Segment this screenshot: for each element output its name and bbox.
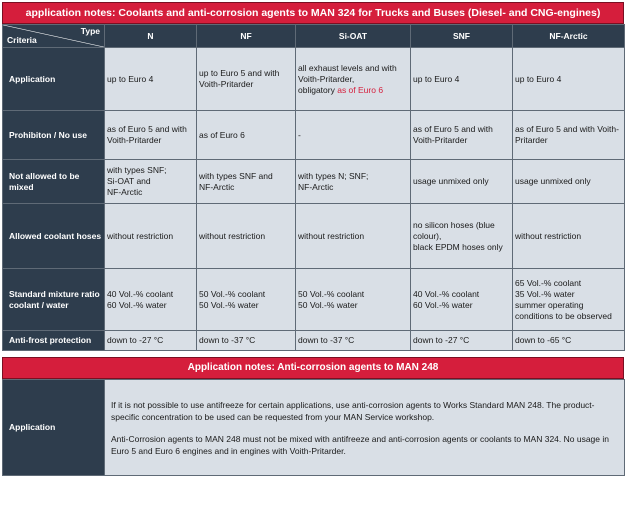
cell-mixture-sioat bbox=[296, 269, 411, 331]
coolant-notes-document bbox=[2, 2, 624, 476]
row-application bbox=[3, 48, 625, 111]
cell-antifrost-n: down to -27 °C bbox=[105, 331, 197, 351]
cell-hoses-snf bbox=[411, 204, 513, 269]
sioat-application-text: all exhaust levels and with Voith-Pritarder, bbox=[298, 62, 397, 84]
cell-mixture-nf bbox=[197, 269, 296, 331]
man248-paragraph-2: Anti-Corrosion agents to MAN 248 must not be mixed with antifreeze and anti-corrosion agents or coolants to MAN 324. No usage in Euro 5 and Euro 6 engines and in engines with Voith-Pritarder. bbox=[111, 433, 609, 456]
cell-antifrost-nfarctic: down to -65 °C bbox=[513, 331, 625, 351]
notallowed-nf-line1: with types SNF and bbox=[199, 170, 273, 181]
cell-application-sioat bbox=[296, 48, 411, 111]
notallowed-n-line1: with types SNF; bbox=[107, 165, 167, 175]
cell-mixture-snf bbox=[411, 269, 513, 331]
row-label-mixture: Standard mixture ratio coolant / water bbox=[3, 269, 105, 331]
mixture-nf-line1: 50 Vol.-% coolant bbox=[199, 288, 266, 299]
row-antifrost bbox=[3, 331, 625, 351]
cell-prohibition-snf: as of Euro 5 and with Voith-Pritarder bbox=[411, 111, 513, 160]
cell-hoses-nf: without restriction bbox=[197, 204, 296, 269]
hoses-snf-line2: black EPDM hoses only bbox=[413, 241, 503, 252]
row-label-antifrost: Anti-frost protection bbox=[3, 331, 105, 351]
column-header-nf: NF bbox=[197, 25, 296, 48]
notallowed-nf-line2: NF-Arctic bbox=[199, 181, 235, 192]
type-criteria-header bbox=[3, 25, 105, 48]
mixture-nfarctic-line1: 65 Vol.-% coolant bbox=[515, 277, 582, 288]
row-label-prohibition: Prohibiton / No use bbox=[3, 111, 105, 160]
notallowed-sioat-line2: NF-Arctic bbox=[298, 181, 334, 192]
mixture-snf-line1: 40 Vol.-% coolant bbox=[413, 288, 480, 299]
mixture-n-line1: 40 Vol.-% coolant bbox=[107, 288, 174, 299]
mixture-snf-line2: 60 Vol.-% water bbox=[413, 299, 473, 310]
cell-hoses-sioat: without restriction bbox=[296, 204, 411, 269]
mixture-nfarctic-line2: 35 Vol.-% water bbox=[515, 288, 575, 299]
column-header-n: N bbox=[105, 25, 197, 48]
document-title: application notes: Coolants and anti-corrosion agents to MAN 324 for Trucks and Buses (Diesel- and CNG-engines) bbox=[2, 2, 624, 24]
cell-mixture-nfarctic bbox=[513, 269, 625, 331]
type-label: Type bbox=[80, 26, 100, 36]
cell-antifrost-nf: down to -37 °C bbox=[197, 331, 296, 351]
row-label-hoses: Allowed coolant hoses bbox=[3, 204, 105, 269]
cell-prohibition-sioat: - bbox=[296, 111, 411, 160]
cell-prohibition-nf: as of Euro 6 bbox=[197, 111, 296, 160]
notallowed-n-line3: NF-Arctic bbox=[107, 187, 143, 197]
man248-paragraph-1: If it is not possible to use antifreeze for certain applications, use anti-corrosion agents to Works Standard MAN 248. The product-specific concentration to be used can be requested from your MAN Service workshop. bbox=[111, 399, 595, 422]
header-row bbox=[3, 25, 625, 48]
notallowed-sioat-line1: with types N; SNF; bbox=[298, 170, 369, 181]
cell-notallowed-nfarctic: usage unmixed only bbox=[513, 160, 625, 204]
cell-notallowed-snf: usage unmixed only bbox=[411, 160, 513, 204]
row-hoses bbox=[3, 204, 625, 269]
cell-application-nf: up to Euro 5 and with Voith-Pritarder bbox=[197, 48, 296, 111]
column-header-sioat: Si-OAT bbox=[296, 25, 411, 48]
man248-notes bbox=[105, 380, 625, 476]
mixture-nf-line2: 50 Vol.-% water bbox=[199, 299, 259, 310]
row-not-allowed bbox=[3, 160, 625, 204]
notallowed-n-line2: Si-OAT and bbox=[107, 176, 151, 186]
cell-prohibition-n: as of Euro 5 and with Voith-Pritarder bbox=[105, 111, 197, 160]
column-header-nfarctic: NF-Arctic bbox=[513, 25, 625, 48]
cell-application-snf: up to Euro 4 bbox=[411, 48, 513, 111]
row-label-application: Application bbox=[3, 48, 105, 111]
mixture-nfarctic-line3: summer operating conditions to be observed bbox=[515, 299, 612, 321]
sioat-obligatory-text: obligatory bbox=[298, 84, 338, 95]
cell-application-nfarctic: up to Euro 4 bbox=[513, 48, 625, 111]
cell-hoses-n: without restriction bbox=[105, 204, 197, 269]
cell-antifrost-snf: down to -27 °C bbox=[411, 331, 513, 351]
cell-notallowed-n bbox=[105, 160, 197, 204]
criteria-label: Criteria bbox=[7, 35, 37, 45]
man248-title: Application notes: Anti-corrosion agents to MAN 248 bbox=[2, 357, 624, 379]
row-prohibition bbox=[3, 111, 625, 160]
cell-hoses-nfarctic: without restriction bbox=[513, 204, 625, 269]
cell-prohibition-nfarctic: as of Euro 5 and with Voith-Pritarder bbox=[513, 111, 625, 160]
man248-row-label: Application bbox=[3, 380, 105, 476]
sioat-highlight-text: as of Euro 6 bbox=[337, 84, 384, 95]
hoses-snf-line1: no silicon hoses (blue colour), bbox=[413, 219, 495, 241]
column-header-snf: SNF bbox=[411, 25, 513, 48]
man248-row bbox=[3, 380, 625, 476]
row-mixture bbox=[3, 269, 625, 331]
mixture-n-line2: 60 Vol.-% water bbox=[107, 299, 167, 310]
cell-notallowed-sioat bbox=[296, 160, 411, 204]
mixture-sioat-line1: 50 Vol.-% coolant bbox=[298, 288, 365, 299]
cell-mixture-n bbox=[105, 269, 197, 331]
coolant-table bbox=[2, 24, 625, 351]
mixture-sioat-line2: 50 Vol.-% water bbox=[298, 299, 358, 310]
cell-antifrost-sioat: down to -37 °C bbox=[296, 331, 411, 351]
cell-application-n: up to Euro 4 bbox=[105, 48, 197, 111]
man248-table bbox=[2, 379, 625, 476]
cell-notallowed-nf bbox=[197, 160, 296, 204]
row-label-not-allowed: Not allowed to be mixed bbox=[3, 160, 105, 204]
